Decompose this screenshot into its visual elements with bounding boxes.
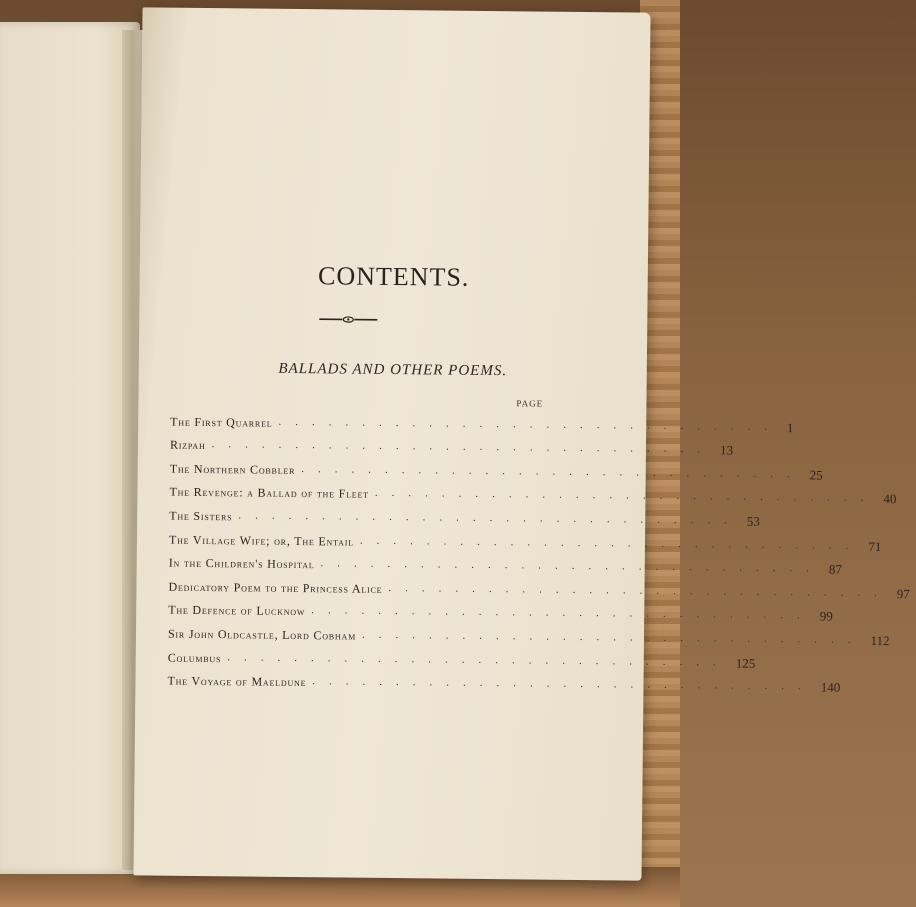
toc-entry-page: 40: [883, 491, 897, 507]
toc-entry-page: 87: [828, 561, 843, 577]
toc-entry-title: The First Quarrel: [170, 414, 273, 430]
toc-entry-title: The Voyage of Maeldune: [167, 673, 307, 690]
toc-entry-page: 1: [786, 419, 794, 435]
left-page: [0, 22, 140, 874]
toc-entry-page: 112: [870, 632, 890, 649]
toc-entry-page: 99: [819, 608, 833, 624]
contents-page: [133, 7, 910, 880]
toc-leader-dots: ..............................: [320, 557, 824, 575]
toc-entry-page: 53: [746, 513, 760, 529]
toc-leader-dots: ..............................: [312, 675, 815, 693]
toc-entry-title: The Revenge: a Ballad of the Fleet: [169, 485, 369, 502]
toc-leader-dots: ..............................: [388, 581, 891, 599]
toc-entry-title: Rizpah: [169, 437, 206, 453]
toc-entry-page: 97: [896, 586, 910, 602]
page-column-label: PAGE: [516, 398, 544, 409]
toc-entry-title: The Village Wife; or, The Entail: [168, 532, 354, 549]
toc-entry-title: In the Children's Hospital: [168, 555, 315, 572]
toc-leader-dots: ..............................: [311, 604, 814, 622]
toc-leader-dots: ..............................: [361, 628, 865, 646]
toc-entry-page: 125: [735, 655, 756, 671]
contents-heading: CONTENTS.: [317, 261, 470, 292]
toc-leader-dots: ..............................: [301, 462, 804, 481]
toc-entry: [167, 665, 841, 695]
toc-leader-dots: ..............................: [238, 509, 741, 527]
toc-entry-page: 13: [720, 442, 734, 458]
toc-list: [167, 406, 910, 695]
toc-leader-dots: ..............................: [227, 650, 730, 669]
toc-entry-title: The Northern Cobbler: [169, 461, 296, 477]
toc-entry-title: The Defence of Lucknow: [168, 603, 306, 619]
toc-entry-title: Columbus: [167, 650, 222, 665]
toc-entry-title: The Sisters: [169, 508, 233, 524]
toc-entry-page: 71: [868, 538, 882, 554]
toc-entry-page: 25: [809, 467, 823, 483]
toc-leader-dots: ..............................: [374, 487, 878, 505]
toc-leader-dots: ..............................: [278, 415, 782, 433]
toc-leader-dots: ..............................: [211, 438, 715, 456]
toc-entry-page: 140: [820, 679, 841, 695]
section-heading: BALLADS AND OTHER POEMS.: [278, 360, 508, 380]
rule-ornament-icon: [319, 315, 377, 324]
toc-entry-title: Sir John Oldcastle, Lord Cobham: [167, 626, 357, 643]
toc-entry-title: Dedicatory Poem to the Princess Alice: [168, 579, 383, 596]
toc-leader-dots: ..............................: [359, 534, 863, 552]
